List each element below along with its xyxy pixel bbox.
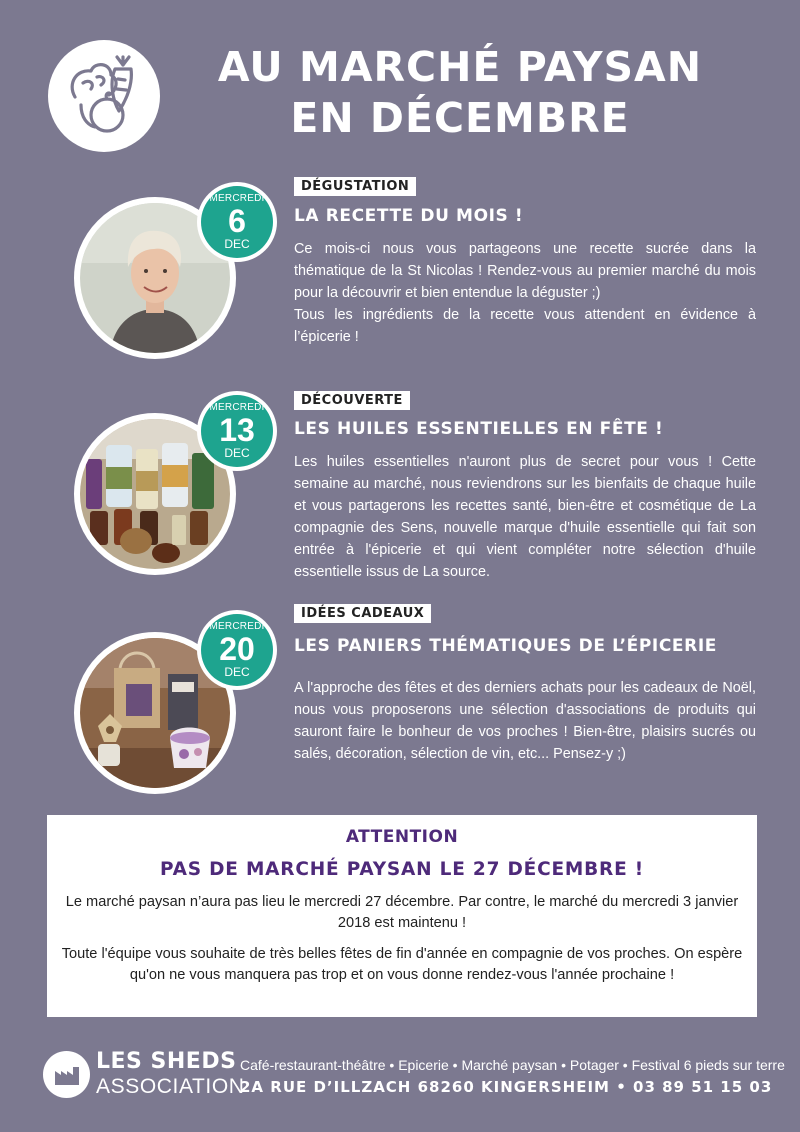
vegetables-logo [48, 40, 160, 152]
org-name: LES SHEDS [96, 1049, 237, 1074]
org-activities: Café-restaurant-théâtre • Epicerie • Marché paysan • Potager • Festival 6 pieds sur terre [240, 1057, 785, 1073]
closure-notice [47, 815, 757, 1017]
title-line-2: EN DÉCEMBRE [290, 94, 630, 142]
date-badge [197, 610, 277, 690]
date-day-number: 13 [219, 412, 255, 448]
org-address: 2A RUE D’ILLZACH 68260 KINGERSHEIM • 03 89 51 15 03 [240, 1078, 773, 1096]
event-description [294, 451, 756, 583]
event-title: LES PANIERS THÉMATIQUES DE L’ÉPICERIE [294, 636, 717, 656]
notice-paragraph: Toute l'équipe vous souhaite de très belles fêtes de fin d'année en compagnie de vos proches. On espère qu'on ne vous manquera pas trop et on vous donne rendez-vous l'année prochaine ! [61, 946, 743, 983]
event-paragraph: Les huiles essentielles n'auront plus de secret pour vous ! Cette semaine au marché, nous reviendrons sur les bienfaits de chaque huile et vous partagerons les recettes santé, bien-être et cosmétique de La compagnie des Sens, nouvelle marque d'huile essentielle qui fait son entrée à l'épicerie et qui vient compléter notre sélection d'huile essentielle issus de La source. [294, 454, 756, 580]
event-category-tag: DÉCOUVERTE [294, 391, 410, 410]
event-paragraph: A l'approche des fêtes et des derniers achats pour les cadeaux de Noël, nous vous proposerons une sélection d'associations de produits qui sauront faire le bonheur de vos proches ! Bien-être, plaisirs sucrés ou salés, décoration, sélection de vin, etc... Pensez-y ;) [294, 680, 756, 762]
notice-paragraph: Le marché paysan n’aura pas lieu le mercredi 27 décembre. Par contre, le marché du mercredi 3 janvier 2018 est maintenu ! [65, 894, 739, 931]
date-weekday: MERCREDI [209, 193, 265, 204]
factory-sheds-icon [51, 1059, 83, 1091]
vegetables-icon [61, 53, 147, 139]
event-description [294, 238, 756, 348]
org-logo [43, 1051, 90, 1098]
date-day-number: 6 [228, 203, 246, 239]
date-weekday: MERCREDI [209, 402, 265, 413]
footer [0, 1048, 800, 1108]
title-line-1: AU MARCHÉ PAYSAN [217, 43, 703, 91]
org-subtitle: ASSOCIATION [96, 1075, 245, 1098]
date-month: DEC [224, 237, 250, 251]
date-weekday: MERCREDI [209, 621, 265, 632]
date-badge [197, 182, 277, 262]
date-day-number: 20 [219, 631, 255, 667]
notice-heading: ATTENTION [345, 827, 459, 847]
event-paragraph: Ce mois-ci nous vous partageons une recette sucrée dans la thématique de la St Nicolas ! Rendez-vous au premier marché du mois pour la découvrir et bien entendue la déguster ;) [294, 241, 756, 301]
notice-subheading: PAS DE MARCHÉ PAYSAN LE 27 DÉCEMBRE ! [160, 859, 644, 880]
date-month: DEC [224, 665, 250, 679]
event-category-tag: DÉGUSTATION [294, 177, 416, 196]
event-title: LA RECETTE DU MOIS ! [294, 206, 524, 226]
event-description [294, 677, 756, 765]
date-badge [197, 391, 277, 471]
page-title [190, 42, 730, 144]
event-category-tag: IDÉES CADEAUX [294, 604, 431, 623]
event-title: LES HUILES ESSENTIELLES EN FÊTE ! [294, 419, 664, 439]
event-paragraph: Tous les ingrédients de la recette vous attendent en évidence à l’épicerie ! [294, 307, 756, 345]
date-month: DEC [224, 446, 250, 460]
